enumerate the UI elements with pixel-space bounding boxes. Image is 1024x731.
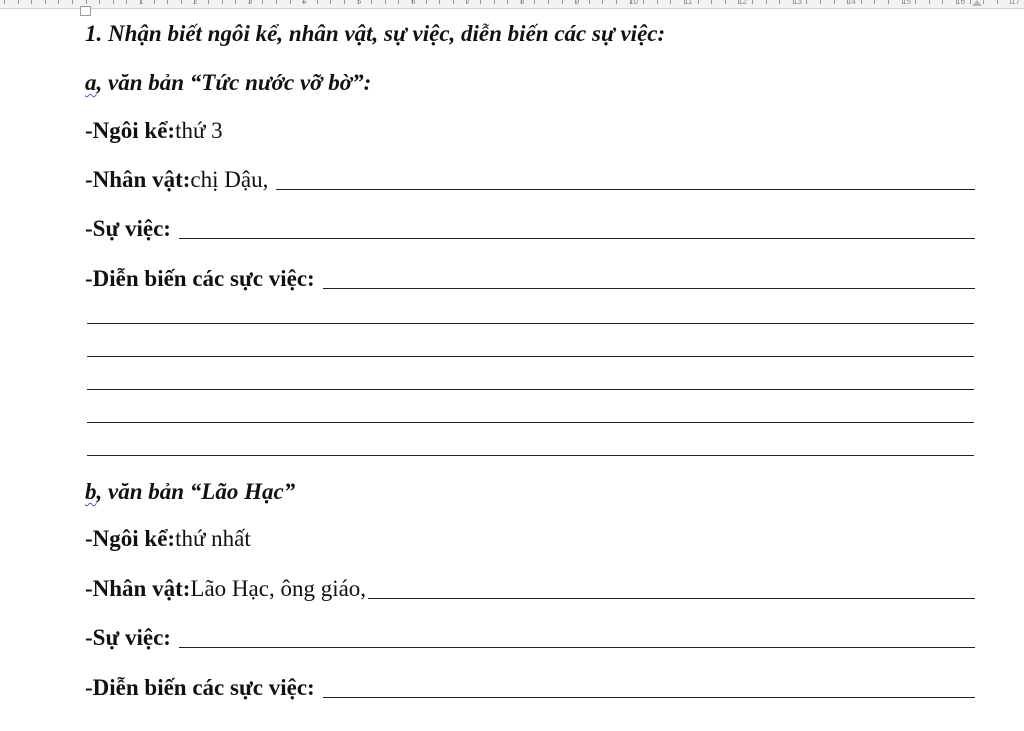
- ruler-tick: [426, 0, 427, 4]
- ruler-tick: [262, 0, 263, 4]
- ruler-number: 1: [139, 0, 144, 6]
- ruler-tick: [983, 0, 984, 4]
- ruler-tick: [929, 0, 930, 4]
- nhan-vat-value: Lão Hạc, ông giáo,: [190, 576, 367, 601]
- ruler-number: 16: [956, 0, 965, 6]
- ngoi-ke-label: -Ngôi kể:: [85, 526, 176, 551]
- ngoi-ke-value: thứ nhất: [175, 526, 251, 551]
- ruler-tick: [371, 0, 372, 4]
- section-b-prefix: b: [85, 479, 97, 504]
- answer-blank[interactable]: [179, 237, 975, 239]
- ruler-tick: [657, 0, 658, 4]
- ruler-tick: [752, 0, 753, 4]
- answer-blank[interactable]: [276, 188, 975, 190]
- answer-blank-line[interactable]: [87, 455, 974, 456]
- ruler-tick: [113, 0, 114, 4]
- ruler-tick: [507, 0, 508, 4]
- ruler-tick: [602, 0, 603, 4]
- su-viec-label: -Sự việc:: [85, 625, 171, 650]
- section-b-nhan-vat: [85, 575, 975, 603]
- ruler-number: 2: [193, 0, 198, 6]
- dien-bien-label: -Diễn biến các sực việc:: [85, 675, 315, 700]
- section-a-nhan-vat: [85, 166, 975, 194]
- ruler-tick: [834, 0, 835, 4]
- section-a-title: [85, 69, 371, 97]
- ruler-tick: [915, 0, 916, 4]
- ruler-tick: [779, 0, 780, 4]
- ruler-tick: [18, 0, 19, 4]
- ruler-tick: [99, 0, 100, 4]
- nhan-vat-label: -Nhân vật:: [85, 167, 191, 192]
- ruler-tick: [31, 0, 32, 4]
- ruler-tick: [453, 0, 454, 4]
- ruler-tick: [698, 0, 699, 4]
- ruler-tick: [45, 0, 46, 4]
- section-b-title: [85, 478, 295, 506]
- answer-blank-line[interactable]: [87, 323, 974, 324]
- ruler-tick: [126, 0, 127, 4]
- section-a-prefix: a: [85, 70, 97, 95]
- ruler-tick: [398, 0, 399, 4]
- ruler-tick: [290, 0, 291, 4]
- ruler-number: 8: [520, 0, 525, 6]
- ruler-tick: [276, 0, 277, 4]
- section-b-title-text: , văn bản “Lão Hạc”: [96, 479, 296, 504]
- su-viec-label: -Sự việc:: [85, 216, 171, 241]
- answer-blank[interactable]: [368, 597, 975, 599]
- exercise-heading: [85, 20, 665, 48]
- ruler-tick: [58, 0, 59, 4]
- ruler-tick: [766, 0, 767, 4]
- section-a-su-viec: [85, 215, 975, 243]
- ruler-tick: [86, 0, 87, 4]
- heading-text: 1. Nhận biết ngôi kể, nhân vật, sự việc, diễn biến các sự việc:: [85, 21, 666, 46]
- ruler-number: 11: [684, 0, 693, 6]
- nhan-vat-value: chị Dậu,: [190, 167, 269, 192]
- ruler-tick: [725, 0, 726, 4]
- nhan-vat-label: -Nhân vật:: [85, 576, 191, 601]
- section-a-ngoi-ke: [85, 117, 223, 145]
- ruler-number: 12: [738, 0, 747, 6]
- section-b-ngoi-ke: [85, 525, 251, 553]
- ruler-tick: [154, 0, 155, 4]
- ruler-tick: [820, 0, 821, 4]
- ruler-number: 5: [357, 0, 362, 6]
- ruler-number: 15: [902, 0, 911, 6]
- ruler-tick: [181, 0, 182, 4]
- ruler-tick: [942, 0, 943, 4]
- ruler-tick: [643, 0, 644, 4]
- ruler-tick: [548, 0, 549, 4]
- ruler-tick: [874, 0, 875, 4]
- ruler-tick: [534, 0, 535, 4]
- ruler-tick: [616, 0, 617, 4]
- right-indent-marker[interactable]: [972, 0, 982, 6]
- section-a-title-text: , văn bản “Tức nước vỡ bờ”:: [96, 70, 372, 95]
- section-b-dien-bien: [85, 674, 975, 702]
- ruler-tick: [4, 0, 5, 4]
- ruler-tick: [589, 0, 590, 4]
- ruler-number: 6: [411, 0, 416, 6]
- ruler: [0, 0, 1024, 9]
- ruler-number: 13: [793, 0, 802, 6]
- ruler-number: 4: [302, 0, 307, 6]
- ruler-tick: [494, 0, 495, 4]
- ruler-tick: [711, 0, 712, 4]
- ruler-number: 10: [629, 0, 638, 6]
- section-b-su-viec: [85, 624, 975, 652]
- ruler-number: 14: [847, 0, 856, 6]
- ngoi-ke-value: thứ 3: [175, 118, 223, 143]
- ruler-tick: [861, 0, 862, 4]
- dien-bien-label: -Diễn biến các sực việc:: [85, 266, 315, 291]
- ruler-tick: [235, 0, 236, 4]
- ruler-number: 3: [248, 0, 253, 6]
- ruler-number: 17: [1011, 0, 1020, 6]
- ruler-tick: [72, 0, 73, 4]
- answer-blank-line[interactable]: [87, 356, 974, 357]
- answer-blank[interactable]: [179, 646, 975, 648]
- ruler-tick: [222, 0, 223, 4]
- ruler-tick: [208, 0, 209, 4]
- ruler-tick: [330, 0, 331, 4]
- ruler-tick: [480, 0, 481, 4]
- ngoi-ke-label: -Ngôi kể:: [85, 118, 176, 143]
- answer-blank[interactable]: [323, 287, 975, 289]
- ruler-tick: [888, 0, 889, 4]
- answer-blank[interactable]: [323, 696, 975, 698]
- ruler-tick: [562, 0, 563, 4]
- ruler-number: 7: [466, 0, 471, 6]
- ruler-tick: [970, 0, 971, 4]
- section-a-dien-bien: [85, 265, 975, 293]
- ruler-tick: [167, 0, 168, 4]
- ruler-tick: [439, 0, 440, 4]
- indent-marker[interactable]: [80, 6, 91, 16]
- answer-blank-line[interactable]: [87, 422, 974, 423]
- answer-blank-line[interactable]: [87, 389, 974, 390]
- ruler-tick: [385, 0, 386, 4]
- ruler-tick: [997, 0, 998, 4]
- ruler-tick: [344, 0, 345, 4]
- ruler-tick: [806, 0, 807, 4]
- ruler-number: 9: [575, 0, 580, 6]
- ruler-tick: [317, 0, 318, 4]
- ruler-tick: [670, 0, 671, 4]
